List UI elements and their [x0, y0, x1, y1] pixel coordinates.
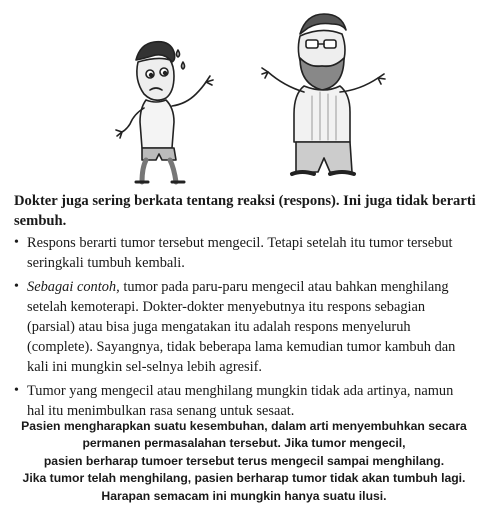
worried-man-figure: [116, 42, 213, 182]
callout-line: Jika tumor telah menghilang, pasien berharap tumor tidak akan tumbuh lagi.: [22, 471, 466, 486]
callout-line: Harapan semacam ini mungkin hanya suatu ilusi.: [101, 488, 387, 503]
callout-line: permanen permasalahan tersebut. Jika tumor mengecil,: [82, 436, 406, 451]
cartoon-illustration: [0, 0, 487, 185]
bearded-man-figure: [262, 14, 385, 174]
bullet-item: [14, 381, 474, 421]
bullet-text: Respons berarti tumor tersebut mengecil. Tetapi setelah itu tumor tersebut seringkali tumbuh kembali.: [27, 235, 453, 271]
bullet-text: tumor pada paru-paru mengecil atau bahkan menghilang setelah kemoterapi. Dokter-dokter menyebutnya itu respons sebagian (parsial) atau bisa juga mengatakan itu adalah respons menyeluruh (complete). Sayangnya, tidak beberapa lama kemudian tumor kambuh dan kali ini mungkin sel-selnya lebih agresif.: [27, 279, 456, 375]
section-heading: Dokter juga sering berkata tentang reaksi (respons). Ini juga tidak berarti sembuh.: [14, 193, 476, 229]
bullet-italic-lead: Sebagai contoh,: [27, 279, 120, 295]
callout-line: Pasien mengharapkan suatu kesembuhan, dalam arti menyembuhkan secara: [21, 419, 467, 433]
bullet-item: [14, 233, 474, 273]
callout-box: [8, 418, 480, 505]
bullet-list: [14, 233, 474, 425]
cartoon-svg: [0, 0, 487, 185]
bullet-item: [14, 277, 474, 377]
callout-line: pasien berharap tumoer tersebut terus mengecil sampai menghilang.: [43, 453, 445, 468]
bullet-text: Tumor yang mengecil atau menghilang mungkin tidak ada artinya, namun hal itu menimbulkan rasa senang untuk sesaat.: [27, 383, 454, 419]
